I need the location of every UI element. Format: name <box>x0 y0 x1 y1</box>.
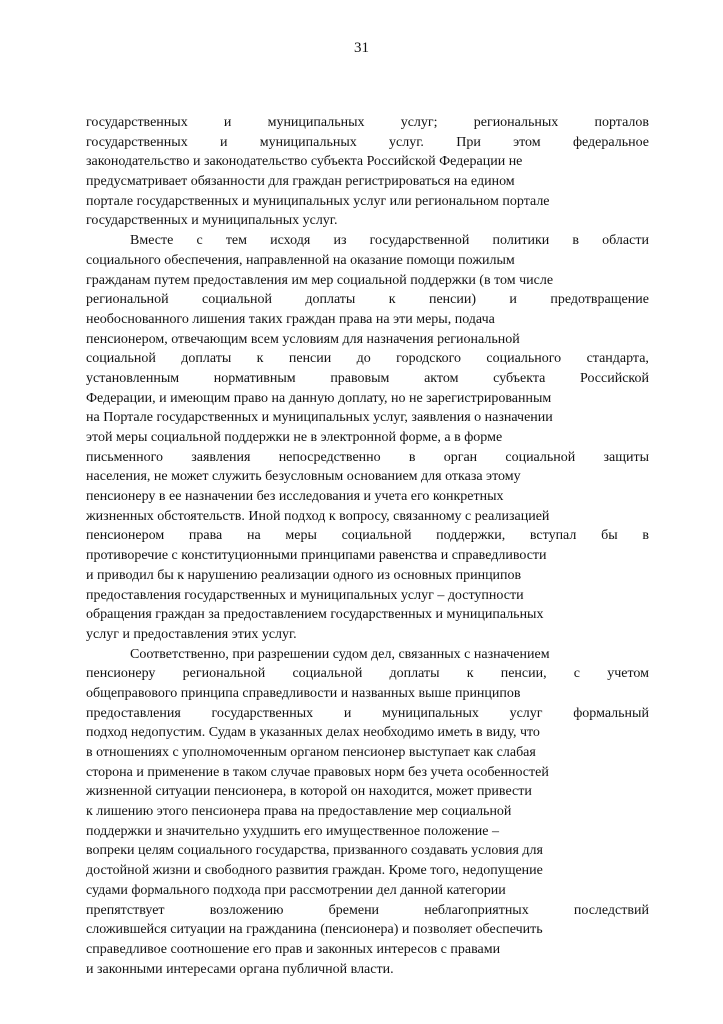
text-word: этой меры социальной поддержки не в электронной форме, а в форме <box>86 430 503 445</box>
text-line <box>86 211 649 231</box>
text-word: муниципальных <box>259 134 357 150</box>
text-word: пенсионеру <box>86 666 156 682</box>
text-line <box>86 113 649 133</box>
text-word: орган <box>443 449 478 465</box>
text-word: порталов <box>594 115 649 130</box>
text-word: пенсии <box>288 351 332 367</box>
text-word: государственных <box>211 705 314 721</box>
text-word: государственных <box>86 134 188 150</box>
text-line <box>86 763 649 783</box>
text-word: региональной <box>182 666 266 682</box>
text-word: и приводил бы к нарушению реализации одного из основных принципов <box>86 567 522 583</box>
text-word: стандарта, <box>586 351 649 367</box>
text-word: противоречие с конституционными принципами равенства и справедливости <box>86 548 547 564</box>
text-word: к <box>388 292 396 308</box>
text-word: обращения граждан за предоставлением государственных и муниципальных <box>86 607 544 623</box>
text-line <box>86 448 649 468</box>
text-line <box>86 271 649 291</box>
text-word: подход недопустим. Судам в указанных делах необходимо иметь в виду, что <box>86 725 540 741</box>
text-word: бремени <box>328 902 380 918</box>
text-line <box>86 802 649 822</box>
text-line <box>86 605 649 625</box>
text-word: общеправового принципа справедливости и названных выше принципов <box>86 685 521 701</box>
text-line <box>86 349 649 369</box>
text-line <box>86 467 649 487</box>
text-word: Российской <box>580 370 649 386</box>
text-word: политики <box>492 233 550 249</box>
text-word: необоснованного лишения таких граждан права на эти меры, подача <box>86 311 495 327</box>
text-line <box>86 723 649 743</box>
text-word: услуг <box>509 705 543 721</box>
text-word: жизненной ситуации пенсионера, в которой он находится, может привести <box>86 784 532 800</box>
text-word: доплаты <box>181 351 232 367</box>
text-word: актом <box>424 370 459 386</box>
text-word: достойной жизни и свободного развития граждан. Кроме того, недопущение <box>86 863 543 879</box>
text-word: сторона и применение в таком случае правовых норм без учета особенностей <box>86 764 549 780</box>
text-word: законодательство и законодательство субъекта Российской Федерации не <box>86 154 523 170</box>
text-word: предоставления <box>86 705 181 721</box>
text-word: субъекта <box>493 370 546 386</box>
page-number: 31 <box>354 40 369 56</box>
text-line <box>86 841 649 861</box>
text-word: социального <box>486 351 562 367</box>
text-word: портале государственных и муниципальных услуг или региональном портале <box>86 193 550 209</box>
text-word: вступал <box>529 528 577 544</box>
text-word: в <box>408 449 416 465</box>
text-line <box>86 251 649 271</box>
text-word: тем <box>225 233 248 249</box>
text-line <box>86 192 649 212</box>
text-word: права <box>188 528 223 544</box>
text-word: гражданам путем предоставления им мер социальной поддержки (в том числе <box>86 272 554 288</box>
text-word: и законными интересами органа публичной власти. <box>86 961 394 977</box>
text-word: в отношениях с уполномоченным органом пенсионер выступает как слабая <box>86 745 536 760</box>
text-word: Соответственно, при разрешении судом дел, связанных с назначением <box>130 646 550 662</box>
text-word: государственных <box>86 115 188 130</box>
text-word: поддержки, <box>436 528 506 544</box>
text-word: возложению <box>209 902 284 918</box>
text-word: региональных <box>473 115 559 130</box>
text-line <box>86 881 649 901</box>
text-word: услуг и предоставления этих услуг. <box>86 626 297 642</box>
text-word: региональной <box>86 292 169 308</box>
text-word: федеральное <box>572 134 649 150</box>
text-line <box>86 861 649 881</box>
text-line <box>86 330 649 350</box>
text-word: заявления <box>191 449 251 465</box>
text-word: формальный <box>573 705 649 721</box>
text-word: социальной <box>341 528 412 544</box>
text-line <box>86 782 649 802</box>
text-word: и <box>220 134 228 150</box>
text-word: сложившейся ситуации на гражданина (пенсионера) и позволяет обеспечить <box>86 922 543 938</box>
text-word: меры <box>285 528 317 544</box>
text-word: услуг; <box>400 115 438 130</box>
text-word: жизненных обстоятельств. Иной подход к вопросу, связанному с реализацией <box>86 508 550 524</box>
text-line <box>86 428 649 448</box>
text-word: до <box>356 351 371 367</box>
text-word: судами формального подхода при рассмотрении дел данной категории <box>86 882 506 898</box>
text-line <box>86 960 649 980</box>
text-word: и <box>343 705 352 721</box>
text-word: справедливое соотношение его прав и законных интересов с правами <box>86 941 501 957</box>
text-word: Вместе <box>130 233 174 249</box>
text-line <box>86 566 649 586</box>
text-word: к <box>256 351 264 367</box>
text-word: исходя <box>270 233 311 249</box>
text-word: пенсии) <box>428 292 477 308</box>
text-word: области <box>602 233 649 249</box>
text-word: из <box>333 233 347 249</box>
text-word: городского <box>396 351 461 367</box>
text-word: При <box>456 134 481 150</box>
text-word: государственной <box>369 233 470 249</box>
text-word: Федерации, и имеющим право на данную доплату, но не зарегистрированным <box>86 390 552 406</box>
document-body <box>86 113 649 979</box>
text-word: правовым <box>330 370 390 386</box>
text-word: социальной <box>202 292 272 308</box>
text-line <box>86 546 649 566</box>
text-line <box>86 487 649 507</box>
text-word: в <box>642 528 649 544</box>
text-word: услуг. <box>389 134 424 150</box>
text-word: с <box>196 233 203 249</box>
text-word: пенсионеру в ее назначении без исследования и учета его конкретных <box>86 489 504 505</box>
text-word: и <box>509 292 517 308</box>
text-line <box>86 408 649 428</box>
text-word: муниципальных <box>267 115 365 130</box>
text-word: доплаты <box>389 666 440 682</box>
text-word: социального обеспечения, направленной на оказание помощи пожилым <box>86 252 515 268</box>
text-word: к <box>466 666 474 682</box>
text-line <box>86 822 649 842</box>
text-word: муниципальных <box>381 705 479 721</box>
text-line <box>86 901 649 921</box>
text-word: на Портале государственных и муниципальных услуг, заявления о назначении <box>86 410 553 426</box>
text-word: вопреки целям социального государства, призванного создавать условия для <box>86 843 543 859</box>
text-line <box>86 920 649 940</box>
text-line <box>86 133 649 153</box>
text-line <box>86 172 649 192</box>
text-line <box>86 507 649 527</box>
text-line <box>86 152 649 172</box>
text-line <box>86 310 649 330</box>
text-word: письменного <box>86 449 164 465</box>
text-line <box>86 704 649 724</box>
text-line <box>86 389 649 409</box>
text-word: нормативным <box>213 370 296 386</box>
text-word: населения, не может служить безусловным основанием для отказа этому <box>86 469 521 485</box>
text-line <box>86 664 649 684</box>
text-word: предусматривает обязанности для граждан регистрироваться на едином <box>86 174 515 190</box>
text-word: установленным <box>86 370 180 386</box>
text-line <box>86 743 649 763</box>
text-word: предоставления государственных и муниципальных услуг – доступности <box>86 587 524 603</box>
text-line <box>86 586 649 606</box>
text-word: пенсии, <box>500 666 547 682</box>
text-word: пенсионером, отвечающим всем условиям для назначения региональной <box>86 331 520 347</box>
text-word: этом <box>513 134 541 150</box>
text-word: поддержки и значительно ухудшить его имущественное положение – <box>86 823 499 839</box>
text-word: препятствует <box>86 902 165 918</box>
text-line <box>86 645 649 665</box>
text-line <box>86 940 649 960</box>
text-word: социальной <box>86 351 156 367</box>
text-word: на <box>246 528 261 544</box>
text-word: к лишению этого пенсионера права на предоставление мер социальной <box>86 804 512 820</box>
text-line <box>86 684 649 704</box>
text-word: непосредственно <box>278 449 381 465</box>
text-word: учетом <box>607 666 649 682</box>
text-word: социальной <box>292 666 363 682</box>
text-line <box>86 231 649 251</box>
text-line <box>86 625 649 645</box>
text-word: бы <box>601 528 618 544</box>
text-line <box>86 526 649 546</box>
text-word: доплаты <box>305 292 356 308</box>
text-word: последствий <box>573 902 649 918</box>
text-word: неблагоприятных <box>424 902 529 918</box>
text-line <box>86 290 649 310</box>
text-word: и <box>223 115 232 130</box>
text-word: пенсионером <box>86 528 165 544</box>
text-word: с <box>573 666 581 682</box>
text-word: социальной <box>505 449 576 465</box>
text-word: защиты <box>603 449 649 465</box>
text-word: в <box>572 233 580 249</box>
text-word: государственных и муниципальных услуг. <box>86 213 338 229</box>
text-word: предотвращение <box>550 292 649 308</box>
text-line <box>86 369 649 389</box>
